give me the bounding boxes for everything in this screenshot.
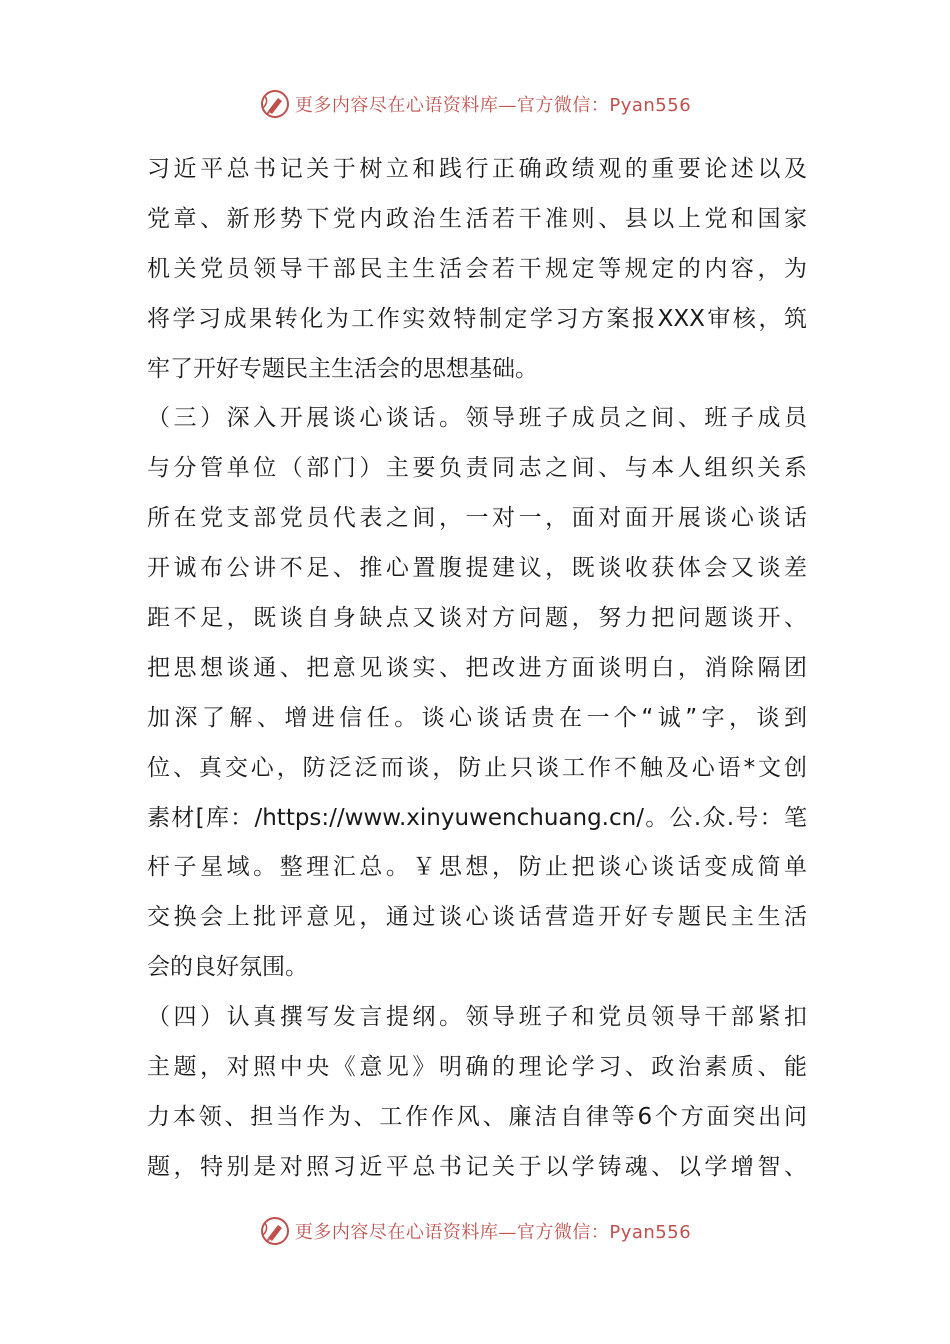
text-line: 题，特别是对照习近平总书记关于以学铸魂、以学增智、 xyxy=(147,1153,807,1180)
text-line: 把思想谈通、把意见谈实、把改进方面谈明白，消除隔团 xyxy=(147,654,807,681)
pen-nib-logo-icon xyxy=(259,88,291,120)
text-line: 距不足，既谈自身缺点又谈对方问题，努力把问题谈开、 xyxy=(147,605,807,632)
text-line: 所在党支部党员代表之间，一对一，面对面开展谈心谈话 xyxy=(147,505,807,532)
text-line: 位、真交心，防泛泛而谈，防止只谈工作不触及心语*文创 xyxy=(147,754,807,781)
text-line: 素材[库：/https://www.xinyuwenchuang.cn/。公.众.号：笔 xyxy=(147,804,807,831)
document-body xyxy=(147,145,807,1193)
header-banner xyxy=(0,84,950,124)
pen-nib-logo-icon xyxy=(259,1215,291,1247)
text-line: 党章、新形势下党内政治生活若干准则、县以上党和国家 xyxy=(147,205,807,232)
text-line: 与分管单位（部门）主要负责同志之间、与本人组织关系 xyxy=(147,455,807,482)
text-line: （三）深入开展谈心谈话。领导班子成员之间、班子成员 xyxy=(147,405,807,432)
text-line: 习近平总书记关于树立和践行正确政绩观的重要论述以及 xyxy=(147,156,807,182)
text-line: 杆子星域。整理汇总。￥思想，防止把谈心谈话变成简单 xyxy=(147,854,807,881)
text-line: 牢了开好专题民主生活会的思想基础。 xyxy=(147,355,538,382)
text-line: 会的良好氛围。 xyxy=(147,954,308,981)
text-line: 加深了解、增进信任。谈心谈话贵在一个“诚”字，谈到 xyxy=(147,704,807,731)
text-line: 将学习成果转化为工作实效特制定学习方案报XXX审核，筑 xyxy=(147,305,807,332)
header-wechat-handle: Pyan556 xyxy=(609,95,692,116)
text-line: （四）认真撰写发言提纲。领导班子和党员领导干部紧扣 xyxy=(147,1004,807,1031)
header-banner-text: 更多内容尽在心语资料库—官方微信：Pyan556 xyxy=(294,95,692,116)
footer-wechat-handle: Pyan556 xyxy=(609,1222,692,1243)
text-line: 力本领、担当作为、工作作风、廉洁自律等6个方面突出问 xyxy=(147,1103,807,1130)
text-line: 开诚布公讲不足、推心置腹提建议，既谈收获体会又谈差 xyxy=(147,555,807,582)
text-line: 主题，对照中央《意见》明确的理论学习、政治素质、能 xyxy=(147,1054,807,1081)
footer-banner-text: 更多内容尽在心语资料库—官方微信：Pyan556 xyxy=(294,1222,692,1243)
footer-banner xyxy=(0,1211,950,1251)
text-line: 交换会上批评意见，通过谈心谈话营造开好专题民主生活 xyxy=(147,904,807,931)
text-line: 机关党员领导干部民主生活会若干规定等规定的内容，为 xyxy=(147,255,807,282)
